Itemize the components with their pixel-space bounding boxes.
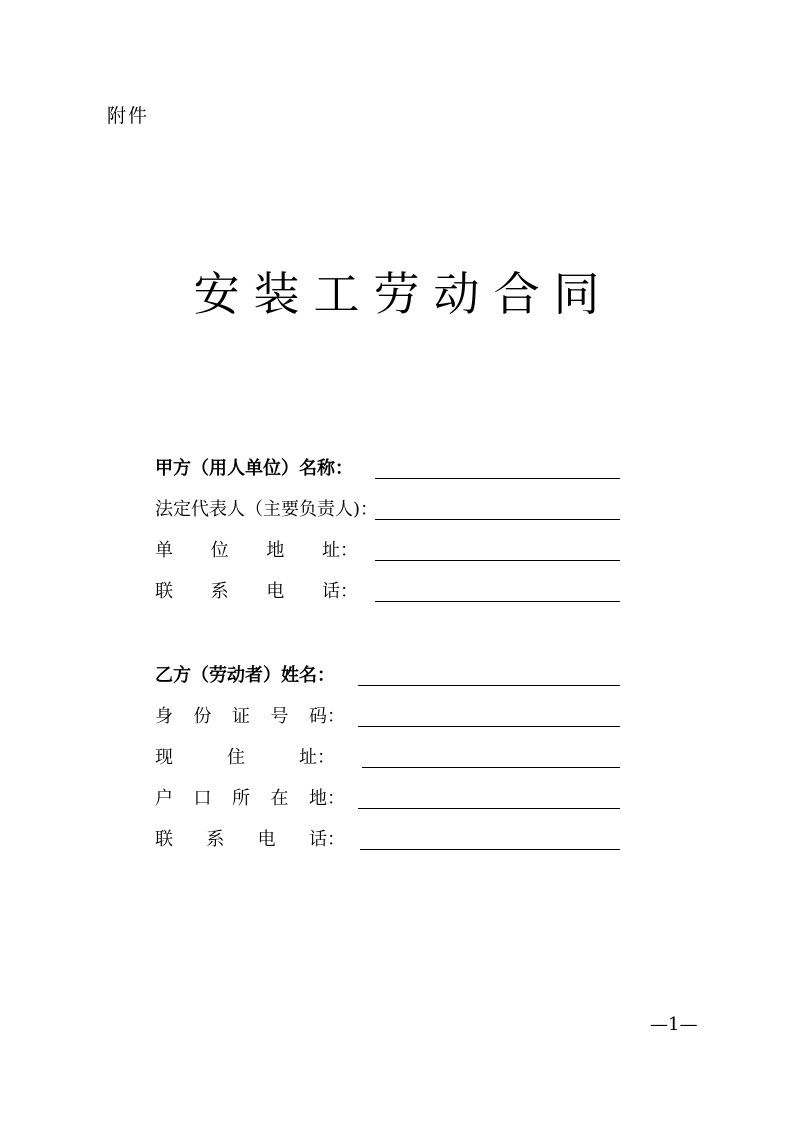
- label-char: 号: [270, 706, 289, 727]
- label-char: 户: [155, 788, 173, 809]
- label-char: 系: [206, 829, 225, 850]
- party-a-phone-row: [155, 579, 620, 605]
- party-b-name-label: 乙方（劳动者）姓名：: [155, 665, 335, 686]
- label-char: 份: [193, 706, 212, 727]
- label-char: 联: [155, 581, 173, 602]
- label-char: 地: [266, 540, 285, 561]
- party-b-hukou-label: [155, 786, 345, 812]
- party-b-residence-field[interactable]: [362, 767, 620, 768]
- label-char: 住: [227, 747, 245, 768]
- party-a-legal-rep-field[interactable]: [375, 519, 620, 520]
- label-char: 话：: [308, 829, 345, 850]
- label-char: 所: [232, 788, 250, 809]
- party-a-legal-rep-row: [155, 497, 620, 523]
- party-a-address-field[interactable]: [375, 560, 620, 561]
- party-a-name-row: [155, 456, 620, 482]
- party-b-hukou-field[interactable]: [358, 808, 620, 809]
- label-char: 系: [210, 581, 229, 602]
- label-char: 址：: [299, 747, 335, 768]
- party-b-id-field[interactable]: [358, 726, 620, 727]
- party-a-name-field[interactable]: [375, 478, 620, 479]
- party-b-phone-label: [155, 827, 345, 853]
- document-title: 安装工劳动合同: [193, 267, 614, 321]
- party-b-phone-field[interactable]: [360, 849, 620, 850]
- label-char: 电: [257, 829, 276, 850]
- party-a-address-label: [155, 538, 358, 564]
- party-b-id-label: [155, 704, 345, 730]
- party-b-name-field[interactable]: [358, 685, 620, 686]
- party-b-name-row: [155, 663, 620, 689]
- party-b-id-row: [155, 704, 620, 730]
- label-char: 地：: [309, 788, 345, 809]
- label-char: 单: [155, 540, 173, 561]
- label-char: 联: [155, 829, 173, 850]
- party-b-hukou-row: [155, 786, 620, 812]
- label-char: 身: [155, 706, 173, 727]
- party-a-phone-label: [155, 579, 358, 605]
- attachment-label: 附件: [107, 105, 150, 127]
- party-a-legal-rep-label: 法定代表人（主要负责人)：: [155, 499, 379, 520]
- label-char: 现: [155, 747, 173, 768]
- party-b-residence-label: [155, 745, 335, 771]
- party-a-name-label: 甲方（用人单位）名称：: [155, 458, 353, 479]
- label-char: 址：: [321, 540, 358, 561]
- label-char: 在: [270, 788, 289, 809]
- party-a-address-row: [155, 538, 620, 564]
- label-char: 电: [266, 581, 285, 602]
- label-char: 位: [210, 540, 229, 561]
- party-b-residence-row: [155, 745, 620, 771]
- page-number: —1—: [650, 1014, 698, 1035]
- party-a-phone-field[interactable]: [375, 601, 620, 602]
- label-char: 证: [232, 706, 250, 727]
- party-b-phone-row: [155, 827, 620, 853]
- label-char: 话：: [321, 581, 358, 602]
- label-char: 码：: [309, 706, 345, 727]
- label-char: 口: [193, 788, 212, 809]
